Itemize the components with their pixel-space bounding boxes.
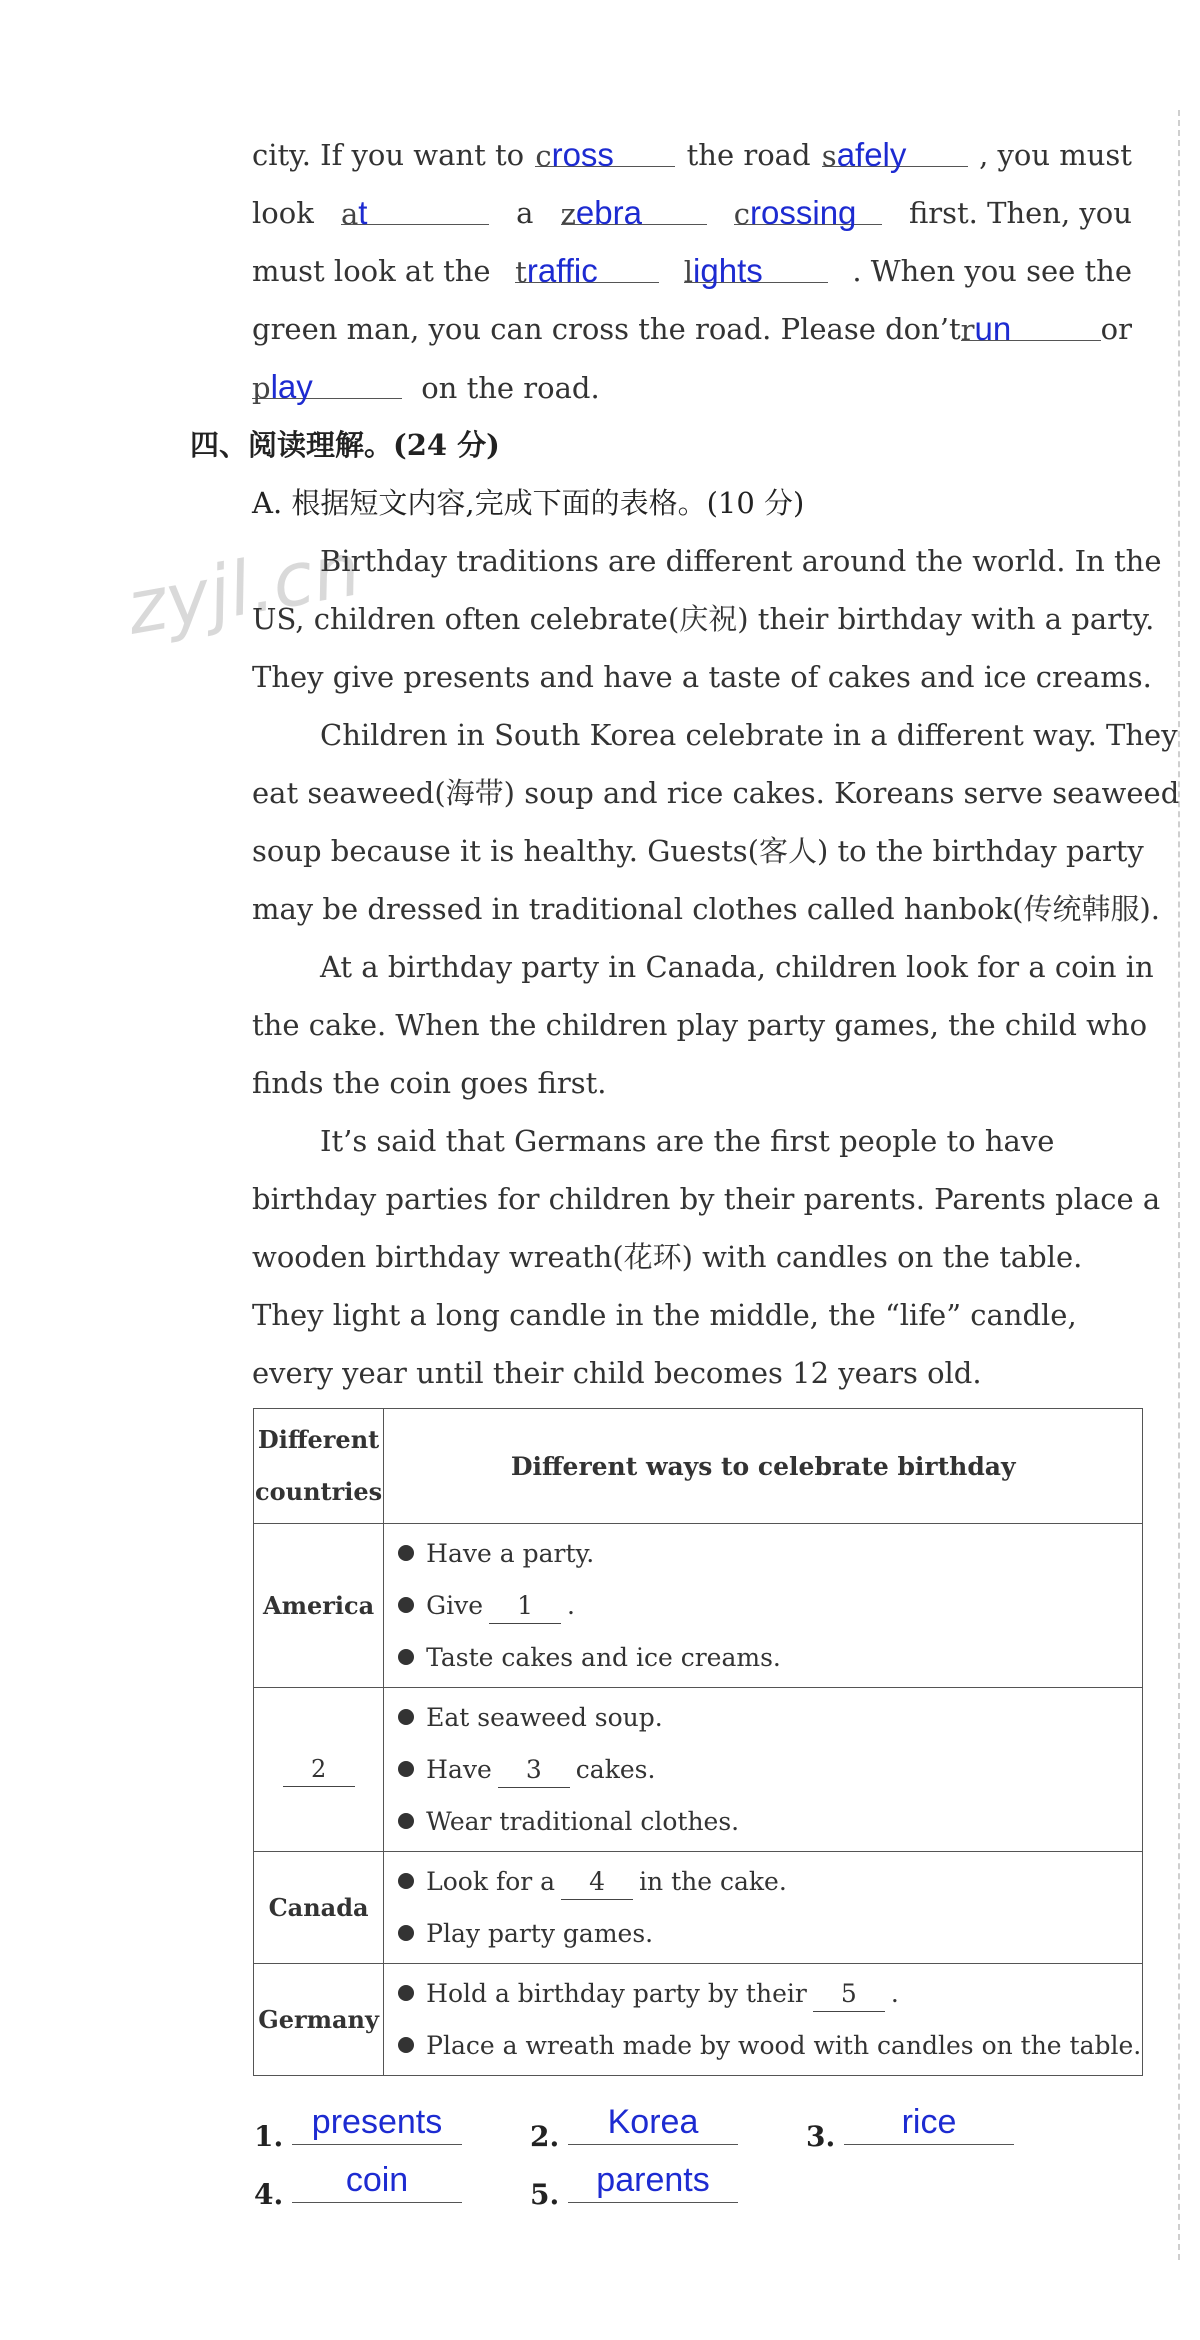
ways-cell: Hold a birthday party by their 5 . Place a wreath made by wood with candles on the table. bbox=[384, 1964, 1143, 2076]
blank-traffic: traffic bbox=[515, 242, 659, 283]
passage-line-3 bbox=[252, 242, 1132, 300]
table-row bbox=[254, 1852, 1143, 1964]
text: a bbox=[516, 196, 534, 230]
blank-cross: cross bbox=[535, 126, 675, 167]
blank-run: run bbox=[961, 300, 1101, 341]
text: . When you see the bbox=[852, 254, 1132, 288]
blank-crossing: crossing bbox=[734, 184, 882, 225]
country-cell bbox=[254, 1688, 384, 1852]
reading-line: Children in South Korea celebrate in a different way. They bbox=[320, 718, 1178, 752]
answer-number: 1. bbox=[254, 2120, 284, 2153]
blank-lights: lights bbox=[684, 242, 828, 283]
answer-field: presents bbox=[292, 2100, 462, 2145]
answer-field: rice bbox=[844, 2100, 1014, 2145]
handwritten-answer: t bbox=[358, 194, 368, 231]
celebration-table bbox=[253, 1408, 1143, 2076]
text: on the road. bbox=[421, 371, 600, 405]
passage-line-5 bbox=[252, 358, 1132, 417]
reading-line: They give presents and have a taste of cakes and ice creams. bbox=[252, 660, 1152, 694]
table-blank: 4 bbox=[561, 1865, 633, 1900]
bullet-icon bbox=[398, 1597, 414, 1613]
handwritten-answer: ross bbox=[551, 136, 614, 173]
answer-number: 2. bbox=[530, 2120, 560, 2153]
reading-line: US, children often celebrate(庆祝) their birthday with a party. bbox=[252, 602, 1155, 636]
blank-zebra: zebra bbox=[561, 184, 707, 225]
reading-line: eat seaweed(海带) soup and rice cakes. Koreans serve seaweed bbox=[252, 776, 1180, 810]
passage-line-2 bbox=[252, 184, 1132, 242]
handwritten-answer: afely bbox=[836, 136, 907, 173]
text: or bbox=[1100, 312, 1132, 346]
answer-field: coin bbox=[292, 2158, 462, 2203]
reading-line: At a birthday party in Canada, children look for a coin in bbox=[320, 950, 1154, 984]
margin-dashed-rule bbox=[1178, 110, 1182, 2260]
blank-at: at bbox=[341, 184, 489, 225]
text: must look at the bbox=[252, 254, 491, 288]
reading-line: finds the coin goes first. bbox=[252, 1066, 607, 1100]
text: city. If you want to bbox=[252, 138, 525, 172]
handwritten-answer: rossing bbox=[750, 194, 857, 231]
country-cell: America bbox=[254, 1524, 384, 1688]
reading-line: It’s said that Germans are the first people to have bbox=[320, 1124, 1055, 1158]
passage-line-4 bbox=[252, 300, 1132, 358]
reading-line: soup because it is healthy. Guests(客人) to the birthday party bbox=[252, 834, 1144, 868]
answer-field: parents bbox=[568, 2158, 738, 2203]
reading-line: birthday parties for children by their parents. Parents place a bbox=[252, 1182, 1161, 1216]
blank-safely: safely bbox=[822, 126, 968, 167]
text: look bbox=[252, 196, 314, 230]
text: green man, you can cross the road. Please don’t bbox=[252, 312, 961, 346]
answer-number: 5. bbox=[530, 2178, 560, 2211]
bullet-icon bbox=[398, 1545, 414, 1561]
table-blank: 5 bbox=[813, 1977, 885, 2012]
ways-cell: Look for a 4 in the cake. Play party games. bbox=[384, 1852, 1143, 1964]
bullet-icon bbox=[398, 1873, 414, 1889]
bullet-icon bbox=[398, 2037, 414, 2053]
country-cell: Canada bbox=[254, 1852, 384, 1964]
ways-cell: Eat seaweed soup. Have 3 cakes. Wear traditional clothes. bbox=[384, 1688, 1143, 1852]
text: , you must bbox=[979, 138, 1132, 172]
answer-number: 4. bbox=[254, 2178, 284, 2211]
reading-line: the cake. When the children play party games, the child who bbox=[252, 1008, 1148, 1042]
bullet-icon bbox=[398, 1649, 414, 1665]
bullet-icon bbox=[398, 1985, 414, 2001]
country-cell: Germany bbox=[254, 1964, 384, 2076]
answer-number: 3. bbox=[806, 2120, 836, 2153]
table-header-row bbox=[254, 1409, 1143, 1524]
reading-line: Birthday traditions are different around the world. In the bbox=[320, 544, 1162, 578]
reading-line: may be dressed in traditional clothes called hanbok(传统韩服). bbox=[252, 892, 1160, 926]
handwritten-answer: un bbox=[974, 310, 1012, 347]
table-row bbox=[254, 1964, 1143, 2076]
blank-play: play bbox=[252, 358, 402, 399]
text: first. Then, you bbox=[908, 196, 1132, 230]
bullet-icon bbox=[398, 1761, 414, 1777]
table-blank: 3 bbox=[498, 1753, 570, 1788]
bullet-icon bbox=[398, 1709, 414, 1725]
reading-line: every year until their child becomes 12 years old. bbox=[252, 1356, 982, 1390]
bullet-icon bbox=[398, 1925, 414, 1941]
header-ways: Different ways to celebrate birthday bbox=[384, 1409, 1143, 1524]
text: the road bbox=[686, 138, 811, 172]
answer-field: Korea bbox=[568, 2100, 738, 2145]
header-countries: Different countries bbox=[254, 1409, 384, 1524]
handwritten-answer: raffic bbox=[526, 252, 598, 289]
reading-line: wooden birthday wreath(花环) with candles on the table. bbox=[252, 1240, 1083, 1274]
reading-line: They light a long candle in the middle, the “life” candle, bbox=[252, 1298, 1077, 1332]
table-blank: 1 bbox=[489, 1589, 561, 1624]
section-heading: 四、阅读理解。(24 分) bbox=[190, 428, 500, 462]
handwritten-answer: ights bbox=[693, 252, 763, 289]
watermark: zyjl.cn bbox=[120, 526, 367, 652]
table-blank: 2 bbox=[283, 1752, 355, 1787]
part-a-heading: A. 根据短文内容,完成下面的表格。(10 分) bbox=[252, 486, 805, 520]
handwritten-answer: ebra bbox=[575, 194, 642, 231]
ways-cell: Have a party. Give 1 . Taste cakes and ice creams. bbox=[384, 1524, 1143, 1688]
passage-line-1 bbox=[252, 126, 1132, 184]
handwritten-answer: lay bbox=[270, 368, 313, 405]
table-row bbox=[254, 1524, 1143, 1688]
table-row bbox=[254, 1688, 1143, 1852]
bullet-icon bbox=[398, 1813, 414, 1829]
